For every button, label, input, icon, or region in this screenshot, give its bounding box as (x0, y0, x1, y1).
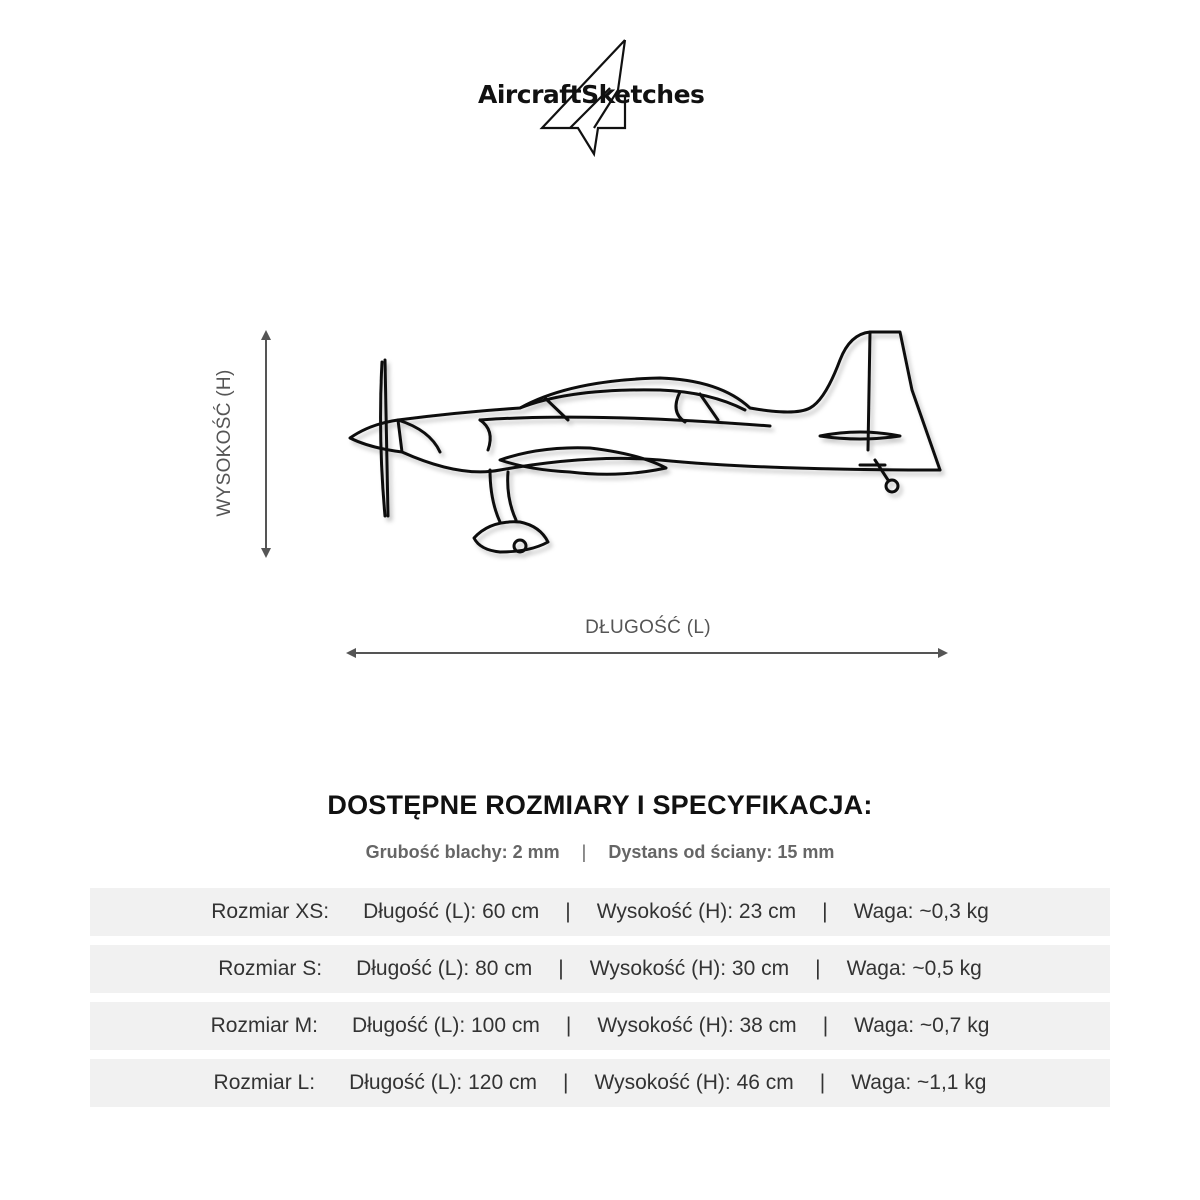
weight-value: Waga: ~0,3 kg (853, 900, 989, 923)
separator: | (822, 900, 828, 923)
specs-subtitle (0, 842, 1200, 863)
length-dimension-arrow (346, 646, 948, 660)
weight-value: Waga: ~0,7 kg (854, 1014, 990, 1037)
weight-value: Waga: ~1,1 kg (851, 1071, 987, 1094)
wall-distance: Dystans od ściany: 15 mm (608, 842, 835, 862)
separator: | (565, 1014, 572, 1037)
height-value: Wysokość (H): 30 cm (589, 957, 790, 980)
length-value: Długość (L): 120 cm (349, 1071, 537, 1094)
size-row-s (90, 945, 1110, 993)
height-label: WYSOKOŚĆ (H) (214, 369, 235, 517)
length-label: DŁUGOŚĆ (L) (585, 617, 711, 638)
separator: | (815, 957, 821, 980)
separator: | (562, 1071, 569, 1094)
size-row-m (90, 1002, 1110, 1050)
separator: | (581, 842, 587, 862)
size-label: Rozmiar M: (210, 1014, 318, 1037)
length-value: Długość (L): 100 cm (351, 1014, 540, 1037)
separator: | (558, 957, 564, 980)
separator: | (565, 900, 571, 923)
length-value: Długość (L): 60 cm (363, 900, 540, 923)
height-value: Wysokość (H): 38 cm (597, 1014, 797, 1037)
size-table (90, 888, 1110, 1116)
size-label: Rozmiar S: (218, 957, 323, 980)
height-value: Wysokość (H): 23 cm (596, 900, 797, 923)
separator: | (822, 1014, 829, 1037)
brand-name: AircraftSketches (478, 80, 705, 109)
airplane-silhouette (340, 320, 960, 580)
height-dimension-arrow (264, 330, 268, 558)
size-label: Rozmiar XS: (211, 900, 330, 923)
size-label: Rozmiar L: (213, 1071, 316, 1094)
specs-title: DOSTĘPNE ROZMIARY I SPECYFIKACJA: (327, 790, 873, 820)
length-value: Długość (L): 80 cm (356, 957, 533, 980)
separator: | (819, 1071, 826, 1094)
weight-value: Waga: ~0,5 kg (846, 957, 982, 980)
size-row-l (90, 1059, 1110, 1107)
size-row-xs (90, 888, 1110, 936)
brand-logo (470, 36, 730, 160)
height-value: Wysokość (H): 46 cm (594, 1071, 794, 1094)
sheet-thickness: Grubość blachy: 2 mm (365, 842, 560, 862)
